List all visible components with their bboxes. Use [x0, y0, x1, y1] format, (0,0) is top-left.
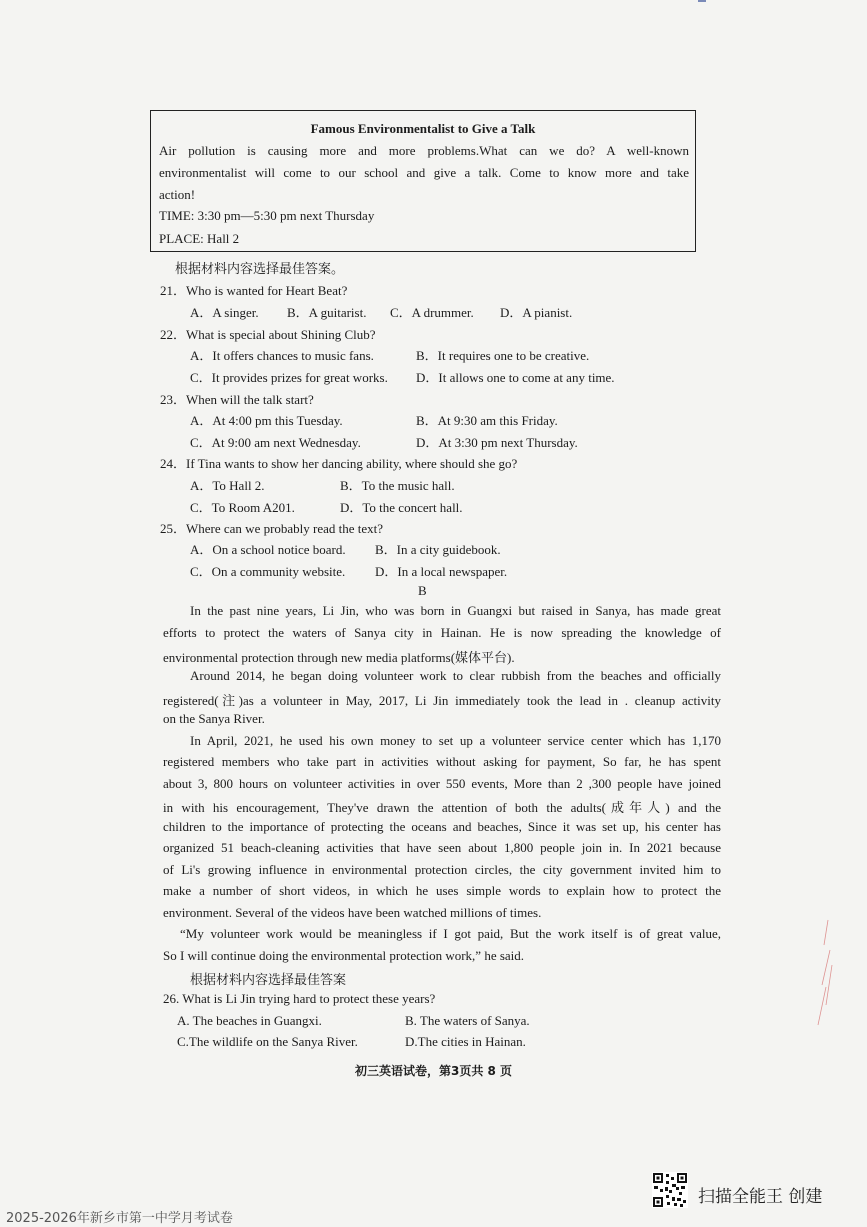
- notice-body-line: Air pollution is causing more and more problems.What can we do? A well-known: [159, 143, 689, 158]
- passage-line: about 3, 800 hours on volunteer activities in over 550 events, More than 2 ,300 people have joined: [163, 776, 721, 791]
- passage-line: of Li's growing influence in environmental protection circles, the city government invited him to: [163, 862, 721, 877]
- scanner-label: 扫描全能王 创建: [698, 1187, 823, 1207]
- option: A．To Hall 2.: [190, 478, 265, 493]
- page-footer: 初三英语试卷，第3页共 8 页: [354, 1064, 513, 1078]
- passage-line: on the Sanya River.: [163, 711, 265, 726]
- question-stem: 26. What is Li Jin trying hard to protect these years?: [163, 991, 436, 1006]
- watermark: 2025-2026年新乡市第一中学月考试卷: [6, 1211, 233, 1226]
- part-b-instruction: 根据材料内容选择最佳答案: [190, 972, 347, 987]
- option: D．A pianist.: [500, 305, 573, 320]
- passage-line: in with his encouragement, They've drawn the attention of both the adults(成年人) and the: [163, 800, 721, 815]
- passage-line: “My volunteer work would be meaningless if I got paid, But the work itself is of great value,: [180, 926, 721, 941]
- passage-line: children to the importance of protecting the oceans and beaches, Since it was set up, his center has: [163, 819, 721, 834]
- part-a-instruction: 根据材料内容选择最佳答案。: [175, 261, 345, 276]
- passage-line: make a number of short videos, in which he uses simple words to explain how to protect the: [163, 883, 721, 898]
- notice-time: TIME: 3:30 pm—5:30 pm next Thursday: [159, 208, 375, 223]
- option: C．At 9:00 am next Wednesday.: [190, 435, 361, 450]
- question-stem: 25．Where can we probably read the text?: [160, 521, 384, 536]
- option: A．A singer.: [190, 305, 259, 320]
- option: C．It provides prizes for great works.: [190, 370, 388, 385]
- option: B．It requires one to be creative.: [416, 348, 590, 363]
- passage-line: efforts to protect the waters of Sanya city in Hainan. He is now spreading the knowledge of: [163, 625, 721, 640]
- question-stem: 23．When will the talk start?: [160, 392, 314, 407]
- scanner-badge: [652, 1170, 862, 1212]
- passage-line: environment. Several of the videos have been watched millions of times.: [163, 905, 542, 920]
- question-stem: 22．What is special about Shining Club?: [160, 327, 376, 342]
- option: A．It offers chances to music fans.: [190, 348, 374, 363]
- passage-line: environmental protection through new media platforms(媒体平台).: [163, 650, 515, 665]
- passage-line: registered(注)as a volunteer in May, 2017, Li Jin immediately took the lead in . cleanup activity: [163, 693, 721, 708]
- option: B．To the music hall.: [340, 478, 455, 493]
- question-stem: 24．If Tina wants to show her dancing ability, where should she go?: [160, 456, 518, 471]
- section-heading: B: [418, 583, 427, 598]
- option: C．On a community website.: [190, 564, 346, 579]
- option: C．A drummer.: [390, 305, 474, 320]
- notice-place: PLACE: Hall 2: [159, 231, 240, 246]
- passage-line: organized 51 beach-cleaning activities that have seen about 1,800 people join in. In 2021 because: [163, 840, 721, 855]
- option: D.The cities in Hainan.: [405, 1034, 526, 1049]
- option: C.The wildlife on the Sanya River.: [177, 1034, 358, 1049]
- passage-line: In the past nine years, Li Jin, who was born in Guangxi but raised in Sanya, has made great: [190, 603, 721, 618]
- question-stem: 21．Who is wanted for Heart Beat?: [160, 283, 348, 298]
- option: B．In a city guidebook.: [375, 542, 501, 557]
- scan-edge-marks: [800, 915, 840, 1035]
- notice-body-line: action!: [159, 187, 196, 202]
- option: D．In a local newspaper.: [375, 564, 508, 579]
- passage-line: So I will continue doing the environmental protection work,” he said.: [163, 948, 525, 963]
- option: A．On a school notice board.: [190, 542, 346, 557]
- option: B．A guitarist.: [287, 305, 367, 320]
- notice-title: Famous Environmentalist to Give a Talk: [310, 121, 536, 136]
- corner-mark: [698, 0, 706, 2]
- option: D．At 3:30 pm next Thursday.: [416, 435, 578, 450]
- option: A. The beaches in Guangxi.: [177, 1013, 322, 1028]
- option: B. The waters of Sanya.: [405, 1013, 530, 1028]
- passage-line: Around 2014, he began doing volunteer work to clear rubbish from the beaches and officially: [190, 668, 721, 683]
- notice-box: [150, 110, 696, 252]
- option: D．To the concert hall.: [340, 500, 463, 515]
- passage-line: registered members who take part in activities without asking for payment, So far, he has spent: [163, 754, 721, 769]
- option: D．It allows one to come at any time.: [416, 370, 615, 385]
- option: B．At 9:30 am this Friday.: [416, 413, 558, 428]
- option: C．To Room A201.: [190, 500, 295, 515]
- notice-body-line: environmentalist will come to our school and give a talk. Come to know more and take: [159, 165, 689, 180]
- qr-code-icon: [652, 1172, 688, 1208]
- option: A．At 4:00 pm this Tuesday.: [190, 413, 343, 428]
- passage-line: In April, 2021, he used his own money to set up a volunteer service center which has 1,170: [190, 733, 721, 748]
